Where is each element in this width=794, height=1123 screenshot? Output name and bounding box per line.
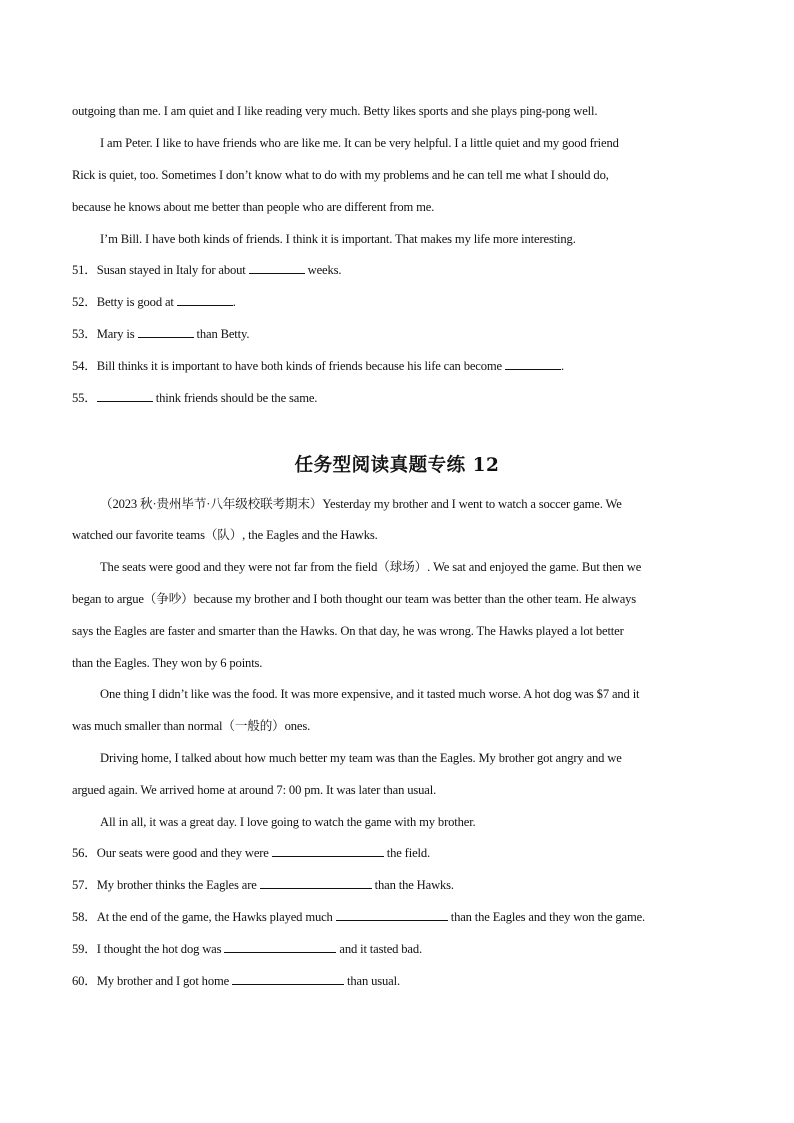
paragraph-line: Rick is quiet, too. Sometimes I don’t know what to do with my problems and he can tell me what I should do, — [72, 168, 609, 182]
question-51 — [72, 262, 341, 278]
question-text: than Betty. — [193, 327, 250, 341]
question-text: At the end of the game, the Hawks played much — [96, 910, 336, 924]
question-text: Betty is good at — [96, 295, 177, 309]
paragraph-line: says the Eagles are faster and smarter than the Hawks. On that day, he was wrong. The Hawks played a lot better — [72, 624, 624, 638]
answer-blank[interactable] — [97, 390, 153, 402]
question-number: 57． — [72, 878, 97, 892]
question-58 — [72, 909, 645, 925]
answer-blank[interactable] — [177, 294, 233, 306]
question-number: 52． — [72, 295, 97, 309]
question-number: 58． — [72, 910, 97, 924]
question-number: 55． — [72, 391, 97, 405]
paragraph-line: was much smaller than normal（一般的）ones. — [72, 719, 311, 733]
question-54 — [72, 358, 564, 374]
question-56 — [72, 845, 430, 861]
question-text: Bill thinks it is important to have both kinds of friends because his life can become — [96, 359, 505, 373]
question-number: 56． — [72, 846, 97, 860]
paragraph-line: I’m Bill. I have both kinds of friends. I think it is important. That makes my life more interesting. — [100, 232, 576, 246]
answer-blank[interactable] — [336, 909, 448, 921]
answer-blank[interactable] — [232, 973, 344, 985]
question-59 — [72, 941, 422, 957]
answer-blank[interactable] — [249, 262, 305, 274]
question-text: weeks. — [304, 263, 342, 277]
question-text: My brother and I got home — [96, 974, 233, 988]
question-60 — [72, 973, 400, 989]
paragraph-line: began to argue（争吵）because my brother and I both thought our team was better than the other team. He always — [72, 592, 637, 606]
question-number: 59． — [72, 942, 97, 956]
paragraph-line: outgoing than me. I am quiet and I like reading very much. Betty likes sports and she plays ping-pong well. — [72, 104, 598, 118]
section-title: 任务型阅读真题专练 12 — [294, 455, 500, 476]
paragraph-line: argued again. We arrived home at around 7: 00 pm. It was later than usual. — [72, 783, 437, 797]
question-text: think friends should be the same. — [152, 391, 318, 405]
question-text: . — [560, 359, 564, 373]
answer-blank[interactable] — [138, 326, 194, 338]
question-text: and it tasted bad. — [336, 942, 423, 956]
question-52 — [72, 294, 236, 310]
question-number: 54． — [72, 359, 97, 373]
paragraph-line: Driving home, I talked about how much better my team was than the Eagles. My brother got angry and we — [100, 751, 622, 765]
paragraph-line: One thing I didn’t like was the food. It was more expensive, and it tasted much worse. A hot dog was $7 and it — [100, 687, 640, 701]
question-text: the field. — [383, 846, 431, 860]
question-text: My brother thinks the Eagles are — [96, 878, 260, 892]
paragraph-line: The seats were good and they were not far from the field（球场）. We sat and enjoyed the game. But then we — [100, 560, 642, 574]
question-text: Susan stayed in Italy for about — [96, 263, 249, 277]
paragraph-line: because he knows about me better than people who are different from me. — [72, 200, 435, 214]
question-text: Our seats were good and they were — [96, 846, 272, 860]
question-number: 51． — [72, 263, 97, 277]
answer-blank[interactable] — [505, 358, 561, 370]
question-57 — [72, 877, 454, 893]
answer-blank[interactable] — [272, 845, 384, 857]
paragraph-line: I am Peter. I like to have friends who are like me. It can be very helpful. I a little quiet and my good friend — [100, 136, 619, 150]
question-number: 60． — [72, 974, 97, 988]
question-text: than the Eagles and they won the game. — [447, 910, 646, 924]
paragraph-line: （2023 秋·贵州毕节·八年级校联考期末）Yesterday my brother and I went to watch a soccer game. We — [100, 497, 622, 511]
question-53 — [72, 326, 249, 342]
question-number: 53． — [72, 327, 97, 341]
paragraph-line: watched our favorite teams（队）, the Eagles and the Hawks. — [72, 528, 378, 542]
paragraph-line: All in all, it was a great day. I love going to watch the game with my brother. — [100, 815, 476, 829]
paragraph-line: than the Eagles. They won by 6 points. — [72, 656, 263, 670]
question-text: . — [232, 295, 236, 309]
question-text: Mary is — [96, 327, 138, 341]
question-55 — [72, 390, 317, 406]
question-text: I thought the hot dog was — [96, 942, 225, 956]
answer-blank[interactable] — [260, 877, 372, 889]
question-text: than the Hawks. — [371, 878, 454, 892]
question-text: than usual. — [344, 974, 400, 988]
answer-blank[interactable] — [224, 941, 336, 953]
